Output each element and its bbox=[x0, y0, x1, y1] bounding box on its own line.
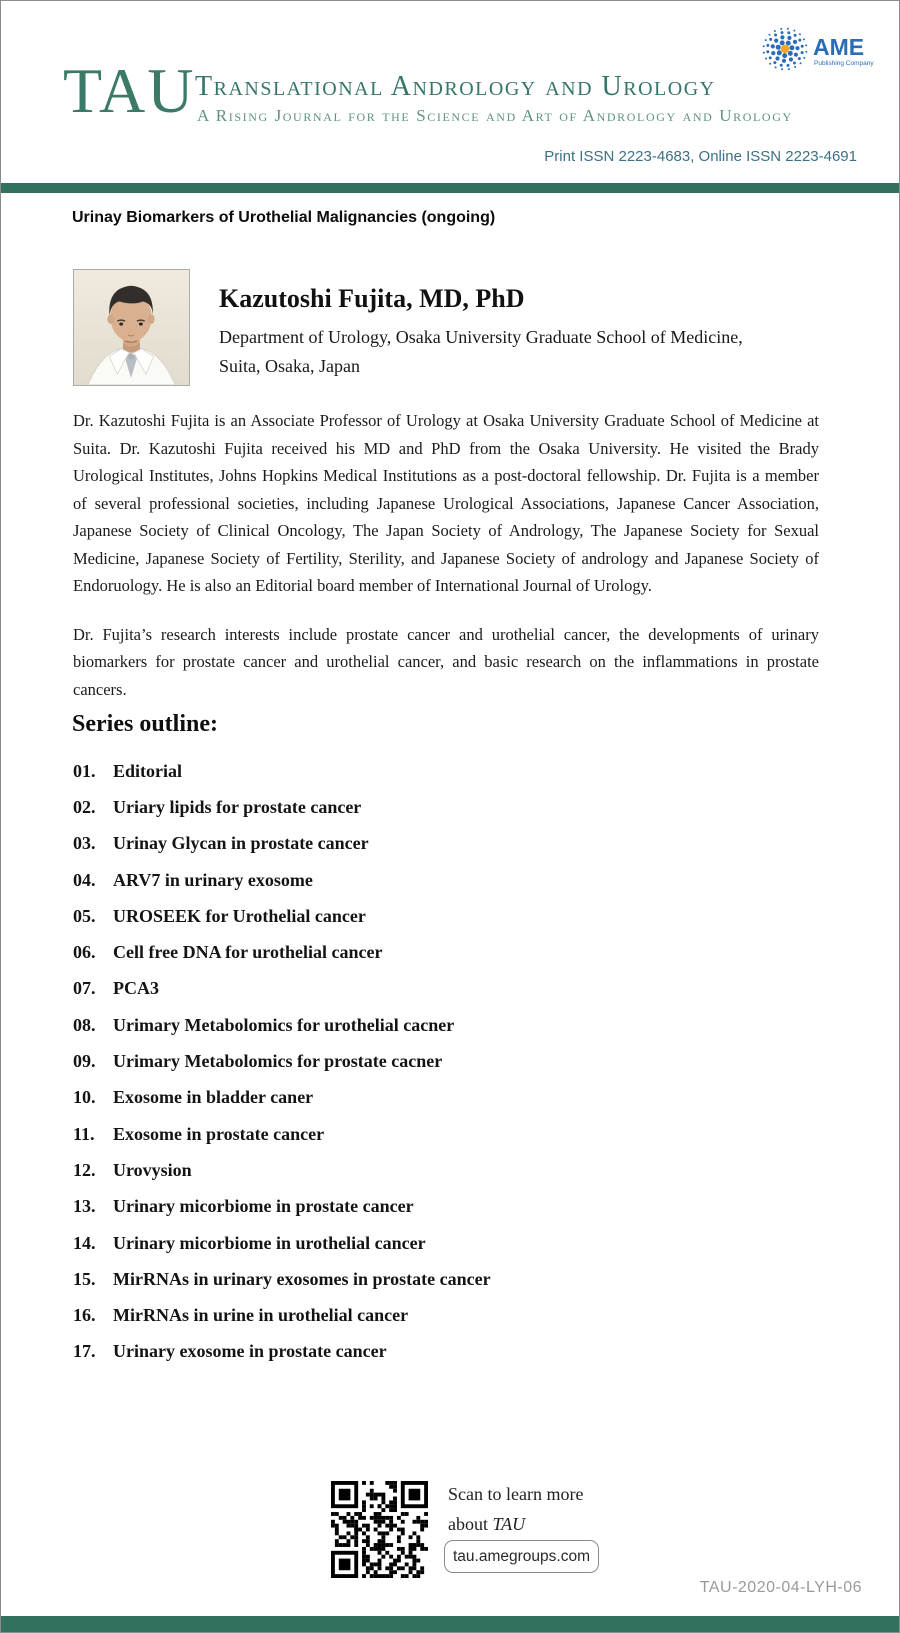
series-item-number: 10. bbox=[73, 1087, 96, 1108]
series-item-number: 03. bbox=[73, 833, 96, 854]
footer-bar bbox=[1, 1616, 900, 1633]
series-item-number: 13. bbox=[73, 1196, 96, 1217]
series-item-label: Cell free DNA for urothelial cancer bbox=[113, 942, 383, 963]
series-item-label: Urinary micorbiome in urothelial cancer bbox=[113, 1232, 426, 1253]
series-item-label: Urinay Glycan in prostate cancer bbox=[113, 833, 369, 854]
series-item-label: Urovysion bbox=[113, 1159, 192, 1180]
portrait-photo bbox=[73, 269, 190, 386]
bio-paragraph-2: Dr. Fujita’s research interests include prostate cancer and urothelial cancer, the developments of urinary biomarkers for prostate cancer and urothelial cancer, and basic research on the inflammations in prostate cancers. bbox=[73, 624, 819, 699]
series-item-label: Urimary Metabolomics for urothelial cacner bbox=[113, 1014, 455, 1035]
series-item-label: UROSEEK for Urothelial cancer bbox=[113, 905, 366, 926]
series-list-item bbox=[73, 934, 773, 970]
series-list-item bbox=[73, 1261, 773, 1297]
series-list-item bbox=[73, 1043, 773, 1079]
ame-globe-icon bbox=[763, 28, 808, 70]
tau-logo: TAU bbox=[63, 55, 196, 126]
journal-url-button[interactable]: tau.amegroups.com bbox=[444, 1540, 599, 1573]
series-item-number: 09. bbox=[73, 1051, 96, 1072]
series-list-item bbox=[73, 1152, 773, 1188]
series-banner-title: Urinay Biomarkers of Urothelial Malignancies (ongoing) bbox=[72, 209, 496, 226]
document-code: TAU-2020-04-LYH-06 bbox=[699, 1579, 862, 1596]
affiliation-line-2: Suita, Osaka, Japan bbox=[219, 356, 360, 376]
series-list-item bbox=[73, 753, 773, 789]
series-item-label: ARV7 in urinary exosome bbox=[113, 869, 313, 890]
series-list-item bbox=[73, 1116, 773, 1152]
series-item-number: 08. bbox=[73, 1014, 96, 1035]
series-item-number: 07. bbox=[73, 978, 96, 999]
series-list-item bbox=[73, 1225, 773, 1261]
series-list-item bbox=[73, 1080, 773, 1116]
series-item-number: 17. bbox=[73, 1341, 96, 1362]
series-item-number: 11. bbox=[73, 1123, 95, 1144]
series-item-number: 15. bbox=[73, 1268, 96, 1289]
series-item-label: Urinary micorbiome in prostate cancer bbox=[113, 1196, 414, 1217]
journal-title: Translational Andrology and Urology bbox=[195, 71, 716, 102]
journal-subtitle: A Rising Journal for the Science and Art of Andrology and Urology bbox=[197, 106, 793, 125]
series-item-label: Exosome in prostate cancer bbox=[113, 1123, 325, 1144]
profile-name: Kazutoshi Fujita, MD, PhD bbox=[219, 284, 525, 313]
bio-section bbox=[73, 407, 819, 703]
header-divider-bar bbox=[1, 183, 900, 193]
qr-code-icon bbox=[331, 1481, 428, 1578]
series-list-item bbox=[73, 1189, 773, 1225]
scan-caption-line2: about TAU bbox=[448, 1514, 526, 1534]
series-list-item bbox=[73, 1007, 773, 1043]
issn-line: Print ISSN 2223-4683, Online ISSN 2223-4691 bbox=[544, 148, 857, 165]
series-list-item bbox=[73, 1297, 773, 1333]
affiliation-line-1: Department of Urology, Osaka University Graduate School of Medicine, bbox=[219, 327, 743, 347]
series-item-number: 01. bbox=[73, 760, 96, 781]
scan-caption-line1: Scan to learn more bbox=[448, 1484, 584, 1504]
series-list-item bbox=[73, 971, 773, 1007]
series-item-label: MirRNAs in urinary exosomes in prostate cancer bbox=[113, 1268, 491, 1289]
series-list-item bbox=[73, 789, 773, 825]
bio-paragraph-1: Dr. Kazutoshi Fujita is an Associate Professor of Urology at Osaka University Graduate School of Medicine at Suita. Dr. Kazutoshi Fujita received his MD and PhD from the Osaka University. He visited the Brady Urological Institutes, Johns Hopkins Medical Institutions as a post-doctoral fellowship. Dr. Fujita is a member of several professional societies, including Japanese Urological Associations, Japanese Cancer Association, Japanese Society of Clinical Oncology, The Japan Society of Andrology, The Japanese Society for Sexual Medicine, Japanese Society of Fertility, Sterility, and Japanese Society of andrology and Japanese Society of Endoruology. He is also an Editorial board member of International Journal of Urology. bbox=[73, 411, 819, 595]
series-item-label: Urinary exosome in prostate cancer bbox=[113, 1341, 387, 1362]
series-list-item bbox=[73, 898, 773, 934]
series-item-number: 04. bbox=[73, 869, 96, 890]
ame-tagline-text: Publishing Company bbox=[814, 60, 874, 67]
scan-caption bbox=[448, 1479, 583, 1539]
series-item-number: 02. bbox=[73, 796, 96, 817]
series-item-label: MirRNAs in urine in urothelial cancer bbox=[113, 1305, 409, 1326]
series-item-number: 05. bbox=[73, 905, 96, 926]
series-item-label: Urimary Metabolomics for prostate cacner bbox=[113, 1051, 443, 1072]
tau-abbrev-italic: TAU bbox=[492, 1514, 526, 1534]
ame-name-text: AME bbox=[813, 34, 865, 60]
ame-publisher-logo bbox=[761, 21, 877, 77]
series-item-label: Exosome in bladder caner bbox=[113, 1087, 314, 1108]
series-list bbox=[73, 753, 773, 1370]
series-list-item bbox=[73, 1334, 773, 1370]
series-item-label: Editorial bbox=[113, 760, 183, 781]
series-item-number: 16. bbox=[73, 1305, 96, 1326]
series-item-label: PCA3 bbox=[113, 978, 159, 999]
series-list-item bbox=[73, 826, 773, 862]
profile-affiliation bbox=[219, 323, 743, 381]
series-item-number: 12. bbox=[73, 1159, 96, 1180]
series-item-number: 06. bbox=[73, 942, 96, 963]
series-outline-heading: Series outline: bbox=[72, 711, 218, 737]
series-item-label: Uriary lipids for prostate cancer bbox=[113, 796, 362, 817]
series-item-number: 14. bbox=[73, 1232, 96, 1253]
series-list-item bbox=[73, 862, 773, 898]
